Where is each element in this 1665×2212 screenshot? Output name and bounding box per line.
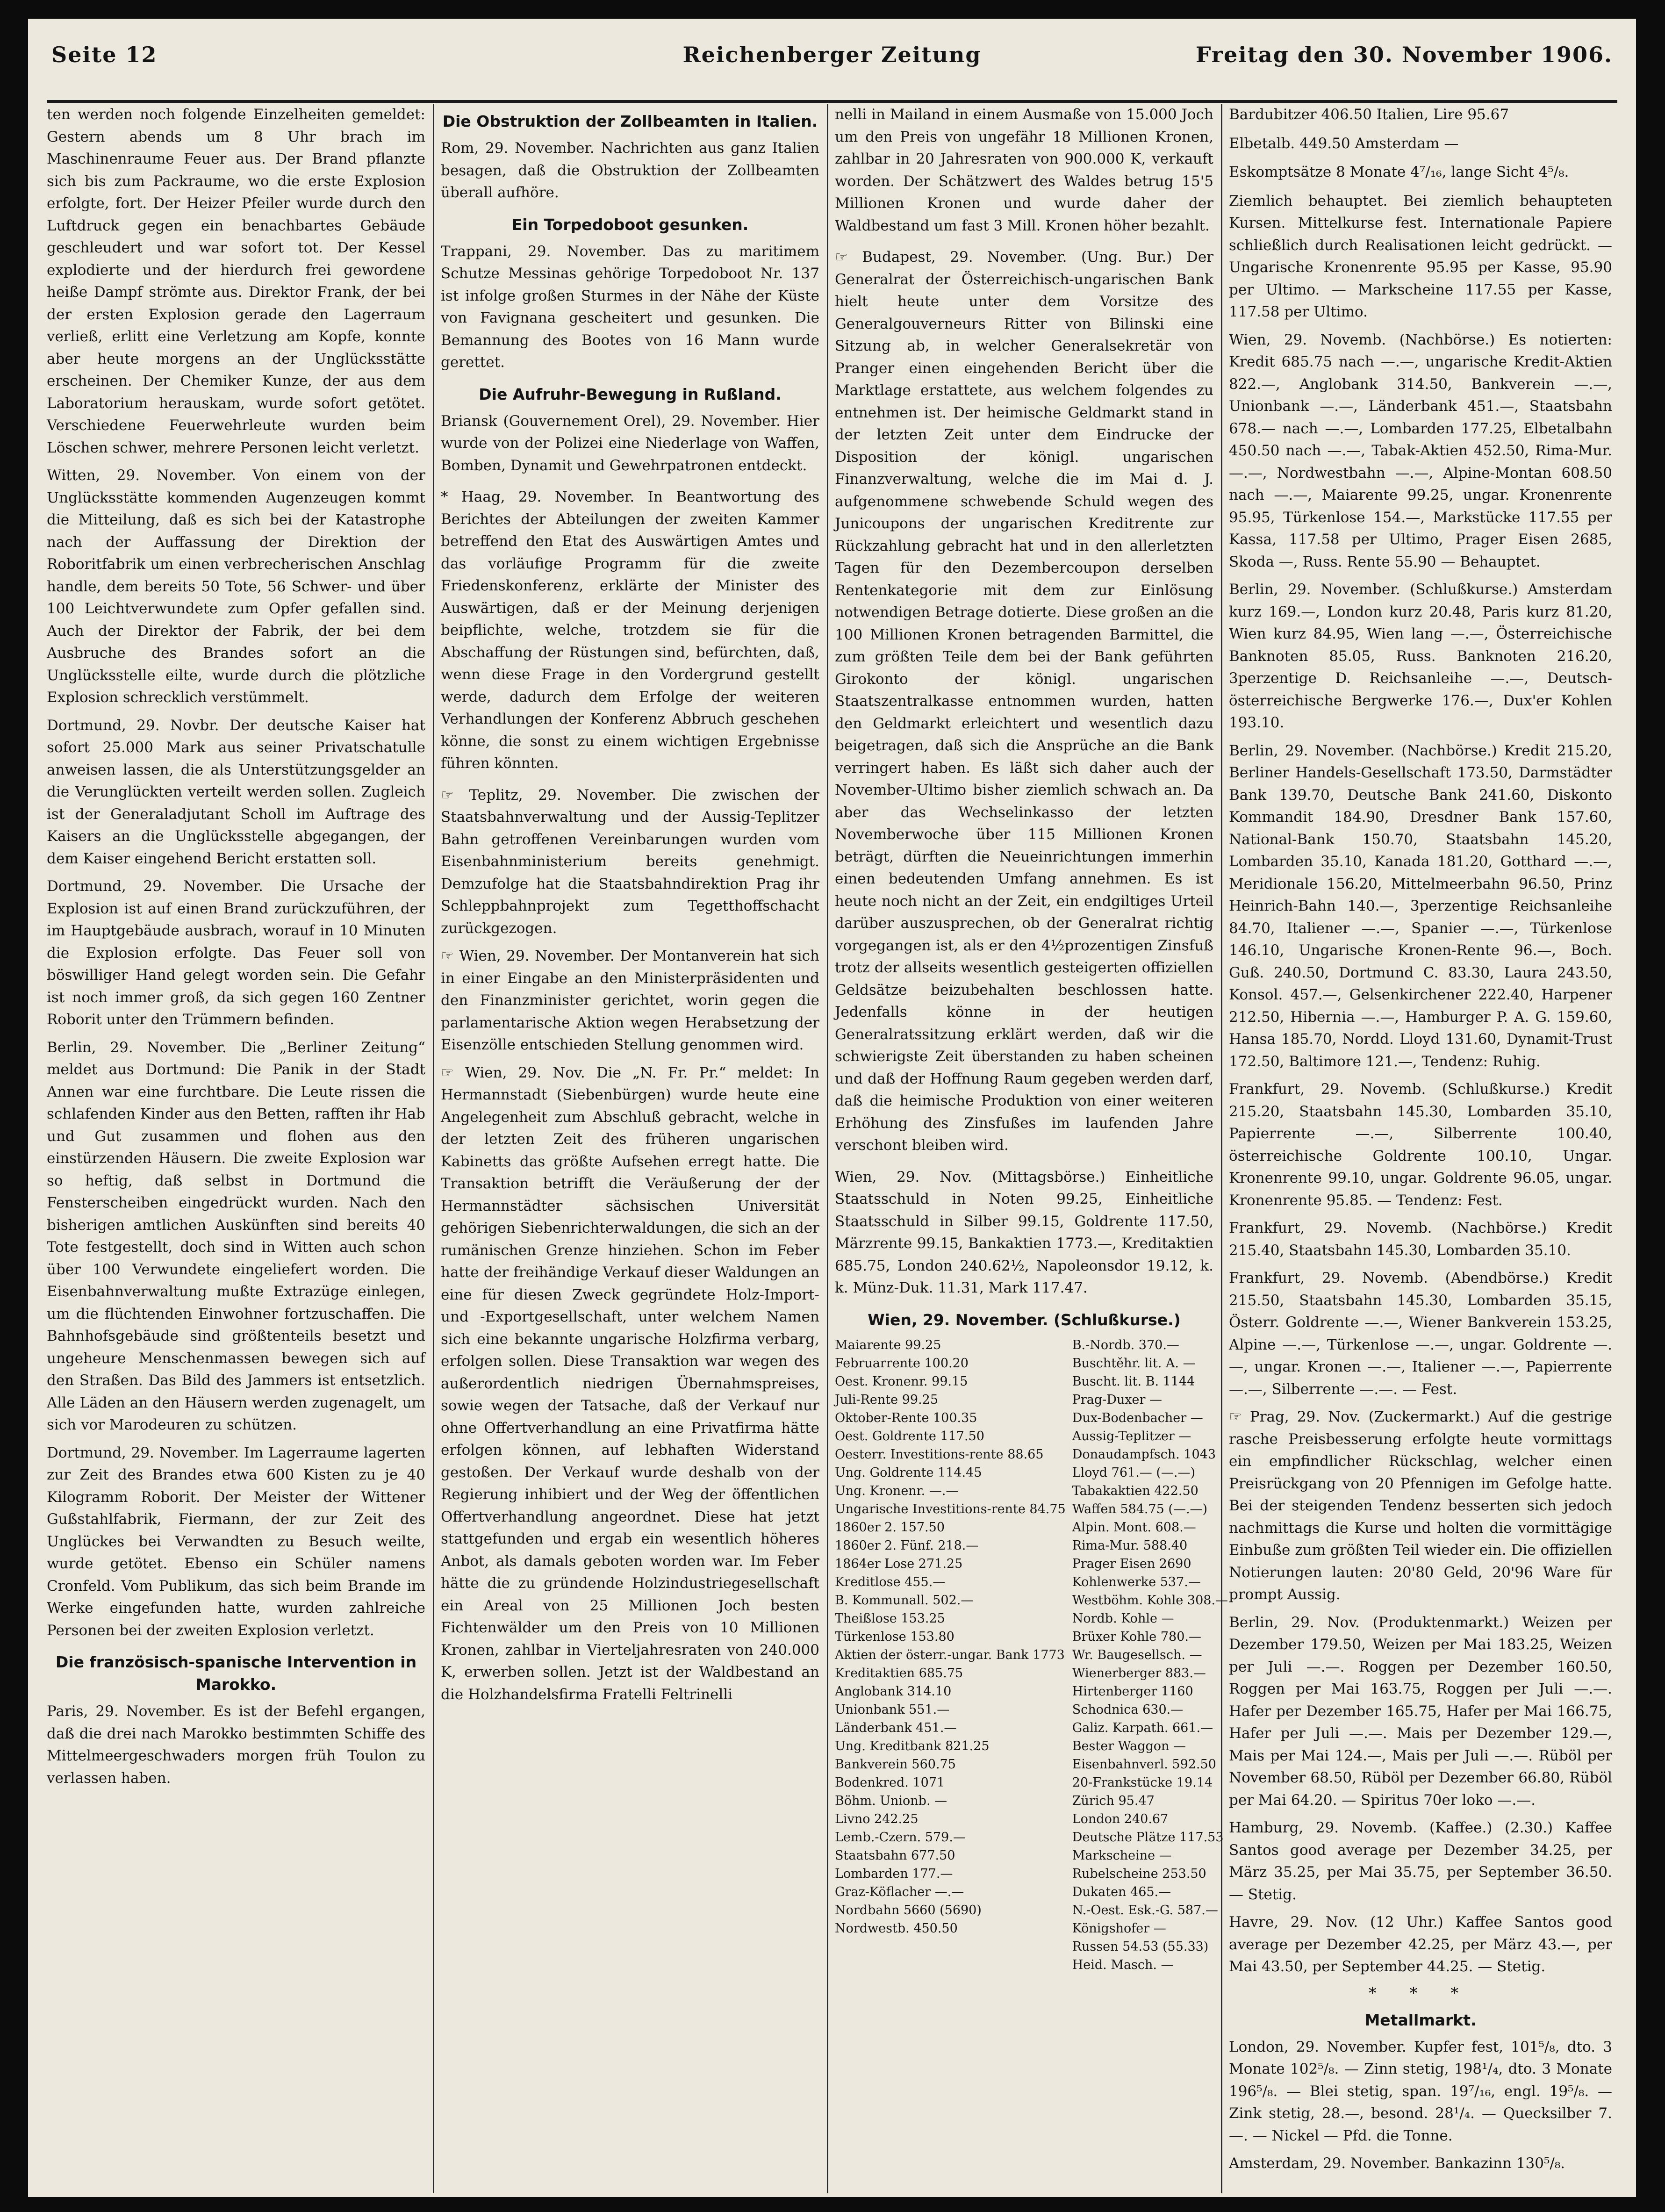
price-cell: Königshofer — <box>1072 1921 1166 1936</box>
article-paragraph: ☞ Budapest, 29. November. (Ung. Bur.) Der Generalrat der Österreichisch-ungarischen Bank hielt heute unter dem Vorsitze des Generalgouverneurs Ritter von Bilinski eine Sitzung ab, in welcher Generalsekretär von Pranger einen eingehenden Bericht über die Marktlage erstattete, aus welchem folgendes zu entnehmen ist. Der heimische Geldmarkt stand in der letzten Zeit unter dem Eindrucke der Disposition der königl. ungarischen Finanzverwaltung, welche die im Mai d. J. aufgenommene schwebende Schuld wegen des Junicoupons der ungarischen Kreditrente zur Rückzahlung gebracht hat und in den allerletzten Tagen für den Dezembercoupon derselben Rentenkategorie mit dem zur Einlösung notwendigen Betrage dotierte. Diese großen an die 100 Millionen Kronen betragenden Barmittel, die zum größten Teile dem bei der Bank geführten Girokonto der königl. ungarischen Staatszentralkasse entnommen wurden, hatten den Geldmarkt erleichtert und wesentlich dazu beigetragen, daß sich die Ansprüche an die Bank verringert haben. Es läßt sich daher auch der November-Ultimo bisher ziemlich schwach an. Da aber das Wechselinkasso der letzten Novemberwoche über 115 Millionen Kronen beträgt, dürften die Neueinrichtungen immerhin einen bedeutenden Umfang annehmen. Es ist heute noch nicht an der Zeit, ein endgiltiges Urteil darüber auszusprechen, ob der Generalrat richtig vorgegangen ist, als er den 4½prozentigen Zinsfuß trotz der allseits wesentlich gesteigerten offiziellen Geldsätze beizubehalten beschlossen hatte. Jedenfalls könne in der heutigen Generalratssitzung erklärt werden, daß wir die schwierigste Zeit überstanden zu haben scheinen und daß der Hoffnung Raum gegeben werden darf, daß die heimische Produktion von einer weiteren Erhöhung des Zinsfußes im laufenden Jahre verschont bleiben wird. <box>835 249 1213 1154</box>
price-cell: Galiz. Karpath. 661.— <box>1072 1720 1213 1735</box>
price-cell: Westböhm. Kohle 308.— <box>1072 1593 1228 1608</box>
price-cell: Tabakaktien 422.50 <box>1072 1483 1199 1498</box>
price-cell: Länderbank 451.— <box>835 1720 957 1735</box>
price-cell: N.-Oest. Esk.-G. 587.— <box>1072 1903 1218 1918</box>
column-4 <box>1229 104 1612 2193</box>
market-report: Wien, 29. Nov. (Mittagsbörse.) Einheitliche Staatsschuld in Noten 99.25, Einheitliche Staatsschuld in Silber 99.15, Goldrente 117.50, Märzrente 99.15, Bankaktien 1773.—, Kreditaktien 685.75, London 240.62½, Napoleonsdor 19.12, k. k. Münz-Duk. 11.31, Mark 117.47. <box>835 1168 1213 1296</box>
price-cell: 1864er Lose 271.25 <box>835 1556 963 1571</box>
newspaper-title: Reichenberger Zeitung <box>682 42 982 67</box>
price-cell: Livno 242.25 <box>835 1811 919 1826</box>
price-cell: Februarrente 100.20 <box>835 1356 969 1371</box>
market-table-heading: Wien, 29. November. (Schlußkurse.) <box>868 1310 1181 1329</box>
market-report: Amsterdam, 29. November. Bankazinn 130⁵/₈. <box>1229 2155 1565 2172</box>
price-cell: Theißlose 153.25 <box>835 1611 945 1626</box>
market-report: ☞ Prag, 29. Nov. (Zuckermarkt.) Auf die gestrige rasche Preisbesserung erfolgte heute vormittags ein empfindlicher Rückschlag, welcher einen Preisrückgang von 20 Pfennigen im Gefolge hatte. Bei der steigenden Tendenz besserten sich jedoch nachmittags die Kurse und holten die vormittägige Einbuße zum größten Teil wieder ein. Die offiziellen Notierungen lauten: 20'80 Geld, 20'96 Ware für prompt Aussig. <box>1229 1408 1612 1603</box>
price-cell: Oesterr. Investitions-rente 88.65 <box>835 1447 1044 1462</box>
market-report: Ziemlich behauptet. Bei ziemlich behaupteten Kursen. Mittelkurse fest. Internationale Papiere schließlich durch Realisationen leicht gedrückt. — Ungarische Kronenrente 95.95 per Kasse, 95.90 per Ultimo. — Markscheine 117.55 per Kasse, 117.58 per Ultimo. <box>1229 192 1612 320</box>
price-cell: Oktober-Rente 100.35 <box>835 1410 977 1425</box>
price-cell: 1860er 2. Fünf. 218.— <box>835 1538 979 1553</box>
price-cell: Unionbank 551.— <box>835 1702 950 1717</box>
columns <box>47 104 1613 2193</box>
price-cell: Dux-Bodenbacher — <box>1072 1410 1203 1425</box>
price-cell: Aktien der österr.-ungar. Bank 1773 <box>835 1647 1065 1662</box>
price-cell: Oest. Goldrente 117.50 <box>835 1429 984 1444</box>
column-rule <box>827 104 828 2193</box>
price-cell: Kohlenwerke 537.— <box>1072 1574 1201 1589</box>
market-report: Frankfurt, 29. Novemb. (Abendbörse.) Kredit 215.50, Staatsbahn 145.30, Lombarden 35.15, Österr. Goldrente —.—, Wiener Bankverein 153.25, Alpine —.—, Türkenlose —.—, ungar. Goldrente —.—, ungar. Kronen —.—, Italiener —.—, Papierrente —.—, Silberrente —.—. — Fest. <box>1229 1270 1612 1398</box>
price-cell: Buscht. lit. B. 1144 <box>1072 1374 1195 1389</box>
price-cell <box>835 1956 1066 1974</box>
price-cell: Kreditaktien 685.75 <box>835 1666 963 1681</box>
price-cell: Deutsche Plätze 117.53 <box>1072 1830 1224 1845</box>
price-cell: Bodenkred. 1071 <box>835 1775 945 1790</box>
column-2 <box>441 104 819 2193</box>
article-headline: Die Aufruhr-Bewegung in Rußland. <box>479 385 782 403</box>
price-cell: Ungarische Investitions-rente 84.75 <box>835 1501 1066 1516</box>
price-cell: Prag-Duxer — <box>1072 1392 1163 1407</box>
price-cell: Wr. Baugesellsch. — <box>1072 1647 1202 1662</box>
price-cell: Markscheine — <box>1072 1848 1172 1863</box>
issue-date: Freitag den 30. November 1906. <box>1195 42 1613 67</box>
price-cell: Lemb.-Czern. 579.— <box>835 1830 966 1845</box>
article-paragraph: Briansk (Gouvernement Orel), 29. November. Hier wurde von der Polizei eine Niederlage von Waffen, Bomben, Dynamit und Gewehrpatronen entdeckt. <box>441 412 819 474</box>
price-cell: Ung. Kronenr. —.— <box>835 1483 959 1498</box>
price-cell: Maiarente 99.25 <box>835 1337 941 1352</box>
price-cell: Russen 54.53 (55.33) <box>1072 1939 1209 1954</box>
price-cell: Graz-Köflacher —.— <box>835 1884 964 1899</box>
price-cell: Nordbahn 5660 (5690) <box>835 1903 982 1918</box>
price-cell: Heid. Masch. — <box>1072 1957 1174 1972</box>
column-rule <box>433 104 434 2193</box>
price-cell: Rubelscheine 253.50 <box>1072 1866 1206 1881</box>
price-cell: Lombarden 177.— <box>835 1866 953 1881</box>
market-report: Wien, 29. Novemb. (Nachbörse.) Es notierten: Kredit 685.75 nach —.—, ungarische Kredit-Aktien 822.—, Anglobank 314.50, Bankverein —.—, Unionbank —.—, Länderbank 451.—, Staatsbahn 678.— nach —.—, Lombarden 177.25, Elbetalbahn 450.50 nach —.—, Tabak-Aktien 452.50, Rima-Mur. —.—, Nordwestbahn —.—, Alpine-Montan 608.50 nach —.—, Maiarente 99.25, ungar. Kronenrente 95.95, Türkenlose 154.—, Markstücke 117.55 per Kassa, 117.58 per Ultimo, Prager Eisen 2685, Skoda —, Russ. Rente 55.90 — Behauptet. <box>1229 331 1612 570</box>
price-cell: Bester Waggon — <box>1072 1738 1186 1753</box>
rate-line: Bardubitzer 406.50 Italien, Lire 95.67 <box>1229 106 1509 123</box>
price-cell: Oest. Kronenr. 99.15 <box>835 1374 968 1389</box>
article-paragraph: Dortmund, 29. November. Die Ursache der Explosion ist auf einen Brand zurückzuführen, der im Hauptgebäude ausbrach, worauf in 10 Minuten die Explosion erfolgte. Das Feuer soll von böswilliger Hand gelegt worden sein. Die Gefahr ist noch immer groß, da sich gegen 160 Zentner Roborit unter den Trümmern befinden. <box>47 878 425 1028</box>
price-cell: Zürich 95.47 <box>1072 1793 1155 1808</box>
price-cell: Wienerberger 883.— <box>1072 1666 1206 1681</box>
article-paragraph: ☞ Wien, 29. Nov. Die „N. Fr. Pr.“ meldet: In Hermannstadt (Siebenbürgen) wurde heute eine Angelegenheit zum Abschluß gebracht, welche in der letzten Zeit des früheren ungarischen Kabinetts das größte Aufsehen erregt hatte. Die Transaktion betrifft die Veräußerung der der Hermannstädter sächsischen Universität gehörigen Siebenrichterwaldungen, die sich an der rumänischen Grenze hinziehen. Schon im Feber hatte der freihändige Verkauf dieser Waldungen an eine für diesen Zweck gegründete Holz-Import- und -Exportgesellschaft, unter welchem Namen sich eine bekannte ungarische Holzfirma verbarg, erfolgen sollen. Diese Transaktion war wegen des außerordentlich niedrigen Übernahmspreises, sowie wegen der Tatsache, daß der Verkauf nur ohne Offertverhandlung an eine Privatfirma hätte erfolgen können, auf lebhaften Widerstand gestoßen. Der Verkauf wurde deshalb von der Regierung inhibiert und der Weg der öffentlichen Offertverhandlung angeordnet. Diese hat jetzt stattgefunden und ergab ein wesentlich höheres Anbot, als damals geboten worden war. Im Feber hätte die zu gründende Holzindustriegesellschaft ein Areal von 25 Millionen Joch besten Fichtenwälder um den Preis von 10 Millionen Kronen, zahlbar in Vierteljahresraten von 240.000 K, erwerben sollen. Jetzt ist der Waldbestand an die Holzhandelsfirma Fratelli Feltrinelli <box>441 1064 819 1703</box>
article-paragraph: Dortmund, 29. Novbr. Der deutsche Kaiser hat sofort 25.000 Mark aus seiner Privatschatulle anweisen lassen, die als Unterstützungsgelder an die Verunglückten verteilt werden sollen. Zugleich ist der Generaladjutant Scholl im Auftrage des Kaisers an die Unglücksstelle abgegangen, der dem Kaiser eingehend Bericht erstatten soll. <box>47 717 425 867</box>
price-cell: Lloyd 761.— (—.—) <box>1072 1465 1196 1480</box>
price-cell: Nordwestb. 450.50 <box>835 1921 958 1936</box>
page-number: Seite 12 <box>51 42 158 67</box>
rate-line: Eskomptsätze 8 Monate 4⁷/₁₆, lange Sicht 4⁵/₈. <box>1229 164 1569 180</box>
market-table-heading: Metallmarkt. <box>1364 2011 1477 2029</box>
price-cell: Böhm. Unionb. — <box>835 1793 947 1808</box>
price-cell: Prager Eisen 2690 <box>1072 1556 1191 1571</box>
market-report: Hamburg, 29. Novemb. (Kaffee.) (2.30.) Kaffee Santos good average per Dezember 34.25, per März 35.25, per Mai 35.75, per September 36.50. — Stetig. <box>1229 1819 1612 1903</box>
section-separator: * * * <box>1368 1983 1473 2003</box>
price-cell: Anglobank 314.10 <box>835 1684 952 1699</box>
rate-line: Elbetalb. 449.50 Amsterdam — <box>1229 135 1459 152</box>
market-report: Frankfurt, 29. Novemb. (Nachbörse.) Kredit 215.40, Staatsbahn 145.30, Lombarden 35.10. <box>1229 1220 1612 1259</box>
price-cell: Ung. Goldrente 114.45 <box>835 1465 982 1480</box>
price-cell: Nordb. Kohle — <box>1072 1611 1174 1626</box>
article-paragraph: Trappani, 29. November. Das zu maritimem Schutze Messinas gehörige Torpedoboot Nr. 137 ist infolge großen Sturmes in der Nähe der Küste von Favignana gescheitert und gesunken. Die Bemannung des Bootes von 16 Mann wurde gerettet. <box>441 243 819 371</box>
article-paragraph: Rom, 29. November. Nachrichten aus ganz Italien besagen, daß die Obstruktion der Zollbeamten überall aufhöre. <box>441 140 819 201</box>
price-cell: Kreditlose 455.— <box>835 1574 946 1589</box>
article-paragraph: Witten, 29. November. Von einem von der Unglücksstätte kommenden Augenzeugen kommt die Mitteilung, daß es sich bei der Katastrophe nach der Auffassung der Direktion der Roboritfabrik um einen verbrecherischen Anschlag handle, dem bereits 50 Tote, 56 Schwer- und über 100 Leichtverwundete zum Opfer gefallen sind. Auch der Direktor der Fabrik, der bei dem Ausbruche des Brandes sofort an die Unglücksstelle eilte, wurde durch die plötzliche Explosion schrecklich verstümmelt. <box>47 467 425 706</box>
market-report: Frankfurt, 29. Novemb. (Schlußkurse.) Kredit 215.20, Staatsbahn 145.30, Lombarden 35.10, Papierrente —.—, Silberrente 100.40, österreichische Goldrente 100.10, Ungar. Kronenrente 99.10, ungar. Goldrente 96.05, ungar. Kronenrente 95.85. — Tendenz: Fest. <box>1229 1081 1612 1209</box>
masthead <box>47 25 1617 103</box>
price-cell: Donaudampfsch. 1043 <box>1072 1447 1216 1462</box>
article-paragraph: Berlin, 29. November. Die „Berliner Zeitung“ meldet aus Dortmund: Die Panik in der Stadt Annen war eine furchtbare. Die Leute rissen die schlafenden Kinder aus den Betten, rafften ihr Hab und Gut zusammen und flohen aus den einstürzenden Häusern. Die zweite Explosion war so heftig, daß selbst in Dortmund die Fensterscheiben eingedrückt wurden. Nach den bisherigen amtlichen Auskünften sind bereits 40 Tote festgestellt, doch sind in Witten auch schon über 100 Verwundete eingeliefert worden. Die Eisenbahnverwaltung mußte Extrazüge einlegen, um die flüchtenden Einwohner fortzuschaffen. Die Bahnhofsgebäude sind größtenteils besetzt und ungeheure Menschenmassen bewegen sich auf den Straßen. Das Bild des Jammers ist entsetzlich. Alle Läden an den Häusern werden zugenagelt, um sich vor Marodeuren zu schützen. <box>47 1039 425 1433</box>
price-cell: Staatsbahn 677.50 <box>835 1848 955 1863</box>
market-report: Havre, 29. Nov. (12 Uhr.) Kaffee Santos good average per Dezember 42.25, per März 43.—, per Mai 43.50, per September 44.25. — Stetig. <box>1229 1914 1612 1975</box>
closing-prices-table <box>835 1336 1228 1974</box>
price-cell: Eisenbahnverl. 592.50 <box>1072 1757 1216 1772</box>
article-paragraph: Dortmund, 29. November. Im Lagerraume lagerten zur Zeit des Brandes etwa 600 Kisten zu je 40 Kilogramm Roborit. Der Meister der Wittener Gußstahlfabrik, Fiermann, der zur Zeit des Unglückes bei Verwandten zu Besuch weilte, wurde getötet. Ebenso ein Schüler namens Cronfeld. Vom Publikum, das sich beim Brande im Werke eingefunden hatte, wurden zahlreiche Personen bei der zweiten Explosion verletzt. <box>47 1444 425 1639</box>
price-cell: 1860er 2. 157.50 <box>835 1520 945 1535</box>
price-cell: B. Kommunall. 502.— <box>835 1593 974 1608</box>
article-headline: Ein Torpedoboot gesunken. <box>511 215 749 234</box>
market-report: Berlin, 29. November. (Schlußkurse.) Amsterdam kurz 169.—, London kurz 20.48, Paris kurz 81.20, Wien kurz 84.95, Wien lang —.—, Österreichische Banknoten 85.05, Russ. Banknoten 216.20, 3perzentige D. Reichsanleihe —.—, Deutsch-österreichische Bergwerke 176.—, Dux'er Kohlen 193.10. <box>1229 581 1612 731</box>
price-cell: Juli-Rente 99.25 <box>835 1392 939 1407</box>
price-cell: Ung. Kreditbank 821.25 <box>835 1738 990 1753</box>
price-cell: Buschtěhr. lit. A. — <box>1072 1356 1196 1371</box>
article-headline: Die Obstruktion der Zollbeamten in Italien. <box>442 112 818 130</box>
article-headline: Die französisch-spanische Intervention in Marokko. <box>55 1653 417 1694</box>
article-paragraph: ☞ Teplitz, 29. November. Die zwischen der Staatsbahnverwaltung und der Aussig-Teplitzer Bahn getroffenen Vereinbarungen wurden vom Eisenbahnministerium bereits genehmigt. Demzufolge hat die Staatsbahndirektion Prag ihr Schleppbahnprojekt zum Tegetthoffschacht zurückgezogen. <box>441 786 819 937</box>
article-paragraph: ten werden noch folgende Einzelheiten gemeldet: Gestern abends um 8 Uhr brach im Maschinenraume Feuer aus. Der Brand pflanzte sich bis zum Packraume, wo die erste Explosion erfolgte, fort. Der Heizer Pfeiler wurde durch den Luftdruck gegen ein benachbartes Gebäude geschleudert und war sofort tot. Der Kessel explodierte und der hierdurch frei gewordene heiße Dampf strömte aus. Direktor Frank, der bei der ersten Explosion gerade den Lagerraum verließ, erlitt eine Verletzung am Kopfe, konnte aber heute morgens an der Unglücksstätte erscheinen. Der Chemiker Kunze, der aus dem Laboratorium herauskam, wurde sofort getötet. Verschiedene Feuerwehrleute wurden beim Löschen schwer, mehrere Personen leicht verletzt. <box>47 106 425 456</box>
price-cell: Schodnica 630.— <box>1072 1702 1184 1717</box>
price-cell: Brüxer Kohle 780.— <box>1072 1629 1201 1644</box>
price-cell: Bankverein 560.75 <box>835 1757 956 1772</box>
price-cell: Aussig-Teplitzer — <box>1072 1429 1191 1444</box>
market-report: Berlin, 29. Nov. (Produktenmarkt.) Weizen per Dezember 179.50, Weizen per Mai 183.25, Weizen per Juli —.—. Roggen per Dezember 160.50, Roggen per Mai 163.75, Roggen per Juli —.—. Hafer per Dezember 165.75, Hafer per Mai 166.75, Hafer per Juli —.—. Mais per Dezember 129.—, Mais per Mai 124.—, Mais per Juli —.—. Rüböl per November 68.50, Rüböl per Dezember 66.80, Rüböl per Mai 64.20. — Spiritus 70er loko —.—. <box>1229 1614 1612 1809</box>
article-paragraph: * Haag, 29. November. In Beantwortung des Berichtes der Abteilungen der zweiten Kammer betreffend den Etat des Auswärtigen Amtes und das vorläufige Programm für die zweite Friedenskonferenz, erklärte der Minister des Auswärtigen, daß er der Meinung derjenigen beipflichte, welche, trotzdem sie für die Abschaffung der Rüstungen sind, befürchten, daß, wenn diese Frage in den Vordergrund gestellt werde, dadurch dem Erfolge der weiteren Verhandlungen der Konferenz Abbruch geschehen könne, die sonst zu einem wichtigen Ergebnisse führen könnten. <box>441 488 819 772</box>
article-paragraph: nelli in Mailand in einem Ausmaße von 15.000 Joch um den Preis von ungefähr 18 Millionen Kronen, zahlbar in 20 Jahresraten von 900.000 K, verkauft worden. Der Schätzwert des Waldes betrug 15'5 Millionen Kronen und wurde daher der Waldbestand um fast 3 Mill. Kronen höher bezahlt. <box>835 106 1213 234</box>
price-cell: Hirtenberger 1160 <box>1072 1684 1193 1699</box>
price-cell: Rima-Mur. 588.40 <box>1072 1538 1188 1553</box>
price-cell <box>835 1938 1066 1956</box>
price-cell: 20-Frankstücke 19.14 <box>1072 1775 1213 1790</box>
price-cell: Alpin. Mont. 608.— <box>1072 1520 1196 1535</box>
market-report: Berlin, 29. November. (Nachbörse.) Kredit 215.20, Berliner Handels-Gesellschaft 173.50, Darmstädter Bank 139.70, Deutsche Bank 241.60, Diskonto Kommandit 184.90, Dresdner Bank 157.60, National-Bank 150.70, Staatsbahn 145.20, Lombarden 35.10, Kanada 181.20, Gotthard —.—, Meridionale 156.20, Mittelmeerbahn 96.50, Prinz Heinrich-Bahn 140.—, 3perzentige Reichsanleihe 84.70, Italiener —.—, Spanier —.—, Türkenlose 146.10, Ungarische Kronen-Rente 96.—, Boch. Guß. 240.50, Dortmund C. 83.30, Laura 243.50, Konsol. 457.—, Gelsenkirchener 222.40, Harpener 212.50, Hibernia —.—, Hamburger P. A. G. 159.60, Hansa 185.70, Nordd. Lloyd 131.60, Dynamit-Trust 172.50, Baltimore 121.—, Tendenz: Ruhig. <box>1229 742 1612 1070</box>
price-cell: Waffen 584.75 (—.—) <box>1072 1501 1208 1516</box>
price-cell: Dukaten 465.— <box>1072 1884 1171 1899</box>
article-paragraph: Paris, 29. November. Es ist der Befehl ergangen, daß die drei nach Marokko bestimmten Schiffe des Mittelmeergeschwaders morgen früh Toulon zu verlassen haben. <box>47 1703 425 1787</box>
price-cell: B.-Nordb. 370.— <box>1072 1337 1179 1352</box>
column-3 <box>835 104 1228 2193</box>
price-cell: Türkenlose 153.80 <box>835 1629 955 1644</box>
column-1 <box>47 104 425 2193</box>
newspaper-page <box>28 19 1636 2197</box>
market-report: London, 29. November. Kupfer fest, 101⁵/₈, dto. 3 Monate 102⁵/₈. — Zinn stetig, 198¹/₄, dto. 3 Monate 196⁵/₈. — Blei stetig, span. 19⁷/₁₆, engl. 19⁵/₈. — Zink stetig, 28.—, besond. 28¹/₄. — Quecksilber 7.—. — Nickel — Pfd. die Tonne. <box>1229 2038 1612 2144</box>
price-cell: London 240.67 <box>1072 1811 1169 1826</box>
article-paragraph: ☞ Wien, 29. November. Der Montanverein hat sich in einer Eingabe an den Ministerpräsidenten und den Finanzminister gerichtet, worin gegen die parlamentarische Aktion wegen Herabsetzung der Eisenzölle entschieden Stellung genommen wird. <box>441 948 819 1053</box>
